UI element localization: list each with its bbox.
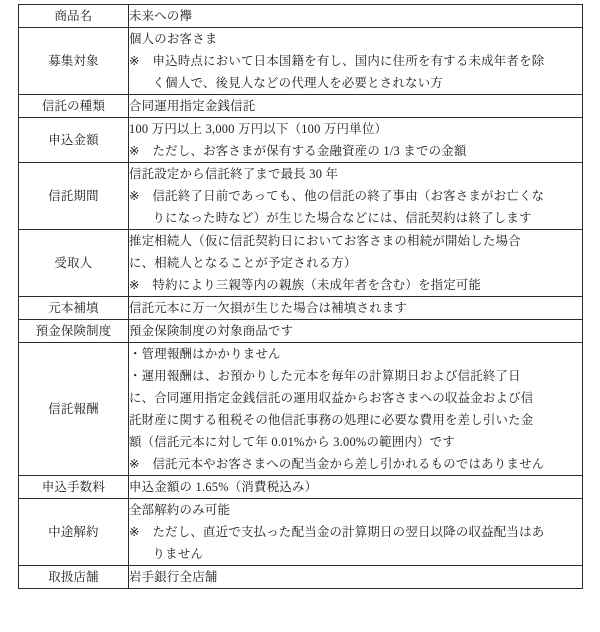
value-line — [129, 274, 582, 296]
row-label-cell: 募集対象 — [19, 28, 129, 95]
spec-table-body — [19, 5, 583, 589]
value-line-text: りません — [152, 547, 204, 561]
value-line-text: 申込時点において日本国籍を有し、国内に住所を有する未成年者を除 — [152, 54, 545, 68]
value-line — [129, 207, 582, 229]
value-line — [129, 118, 582, 140]
bullet-mark: ・ — [129, 347, 142, 361]
value-line — [129, 230, 582, 252]
table-row — [19, 297, 583, 320]
value-line — [129, 320, 582, 342]
value-line — [129, 343, 582, 365]
value-line — [129, 431, 582, 453]
table-row — [19, 343, 583, 476]
value-line — [129, 95, 582, 117]
value-line-text: 管理報酬はかかりません — [141, 347, 281, 361]
table-row — [19, 5, 583, 28]
value-line — [129, 499, 582, 521]
row-value-cell — [129, 230, 583, 297]
row-value-cell — [129, 499, 583, 566]
row-label-cell: 信託期間 — [19, 163, 129, 230]
row-label-cell: 預金保険制度 — [19, 320, 129, 343]
value-line — [129, 163, 582, 185]
value-line-text: 個人のお客さま — [129, 32, 218, 46]
note-mark: ※ — [129, 457, 140, 471]
table-row — [19, 499, 583, 566]
value-line — [129, 365, 582, 387]
row-label-cell: 信託の種類 — [19, 95, 129, 118]
value-line-text: 信託終了日前であっても、他の信託の終了事由（お客さまがお亡くな — [152, 189, 545, 203]
value-line — [129, 566, 582, 588]
value-line — [129, 409, 582, 431]
value-line — [129, 453, 582, 475]
value-line-text: 信託元本に万一欠損が生じた場合は補填されます — [129, 301, 408, 315]
row-label-cell: 取扱店舗 — [19, 566, 129, 589]
value-line-text: 信託設定から信託終了まで最長 30 年 — [129, 167, 339, 181]
note-mark: ※ — [129, 278, 140, 292]
value-line-text: 特約により三親等内の親族（未成年者を含む）を指定可能 — [152, 278, 482, 292]
value-line-text: に、相続人となることが予定される方） — [129, 256, 357, 270]
value-line-text: ただし、お客さまが保有する金融資産の 1/3 までの金額 — [152, 144, 467, 158]
value-line-text: 額（信託元本に対して年 0.01%から 3.00%の範囲内）です — [129, 435, 455, 449]
row-value-cell — [129, 95, 583, 118]
value-line-text: 未来への襷 — [129, 9, 193, 23]
value-line — [129, 252, 582, 274]
row-value-cell — [129, 5, 583, 28]
value-line-text: 預金保険制度の対象商品です — [129, 324, 294, 338]
value-line — [129, 140, 582, 162]
value-line — [129, 28, 582, 50]
row-value-cell — [129, 28, 583, 95]
value-line-text: ただし、直近で支払った配当金の計算期日の翌日以降の収益配当はあ — [152, 525, 545, 539]
value-line — [129, 521, 582, 543]
row-value-cell — [129, 163, 583, 230]
value-line — [129, 50, 582, 72]
value-line — [129, 72, 582, 94]
bullet-mark: ・ — [129, 369, 142, 383]
note-mark: ※ — [129, 54, 140, 68]
value-line — [129, 387, 582, 409]
value-line-text: 託財産に関する租税その他信託事務の処理に必要な費用を差し引いた金 — [129, 413, 534, 427]
table-row — [19, 118, 583, 163]
value-line-text: 岩手銀行全店舗 — [129, 570, 218, 584]
value-line — [129, 543, 582, 565]
value-line-text: 合同運用指定金銭信託 — [129, 99, 256, 113]
row-label-cell: 元本補填 — [19, 297, 129, 320]
table-row — [19, 566, 583, 589]
row-label-cell: 中途解約 — [19, 499, 129, 566]
value-line-text: に、合同運用指定金銭信託の運用収益からお客さまへの収益金および信 — [129, 391, 534, 405]
table-row — [19, 95, 583, 118]
table-row — [19, 476, 583, 499]
value-line-text: く個人で、後見人などの代理人を必要とされない方 — [152, 76, 443, 90]
value-line — [129, 297, 582, 319]
note-mark: ※ — [129, 144, 140, 158]
value-line-text: りになった時など）が生じた場合などには、信託契約は終了します — [152, 211, 532, 225]
row-value-cell — [129, 297, 583, 320]
note-mark: ※ — [129, 525, 140, 539]
note-mark: ※ — [129, 189, 140, 203]
table-row — [19, 230, 583, 297]
row-value-cell — [129, 566, 583, 589]
product-spec-table — [18, 4, 583, 589]
value-line-text: 推定相続人（仮に信託契約日においてお客さまの相続が開始した場合 — [129, 234, 521, 248]
row-label-cell: 申込金額 — [19, 118, 129, 163]
value-line-text: 100 万円以上 3,000 万円以下（100 万円単位） — [129, 122, 388, 136]
row-value-cell — [129, 118, 583, 163]
row-value-cell — [129, 320, 583, 343]
value-line-text: 申込金額の 1.65%（消費税込み） — [129, 480, 318, 494]
row-label-cell: 商品名 — [19, 5, 129, 28]
row-label-cell: 受取人 — [19, 230, 129, 297]
row-value-cell — [129, 343, 583, 476]
table-row — [19, 163, 583, 230]
table-row — [19, 28, 583, 95]
row-label-cell: 信託報酬 — [19, 343, 129, 476]
value-line — [129, 5, 582, 27]
value-line-text: 信託元本やお客さまへの配当金から差し引かれるものではありません — [152, 457, 545, 471]
value-line — [129, 185, 582, 207]
value-line-text: 全部解約のみ可能 — [129, 503, 231, 517]
row-value-cell — [129, 476, 583, 499]
row-label-cell: 申込手数料 — [19, 476, 129, 499]
value-line — [129, 476, 582, 498]
value-line-text: 運用報酬は、お預かりした元本を毎年の計算期日および信託終了日 — [141, 369, 521, 383]
table-row — [19, 320, 583, 343]
